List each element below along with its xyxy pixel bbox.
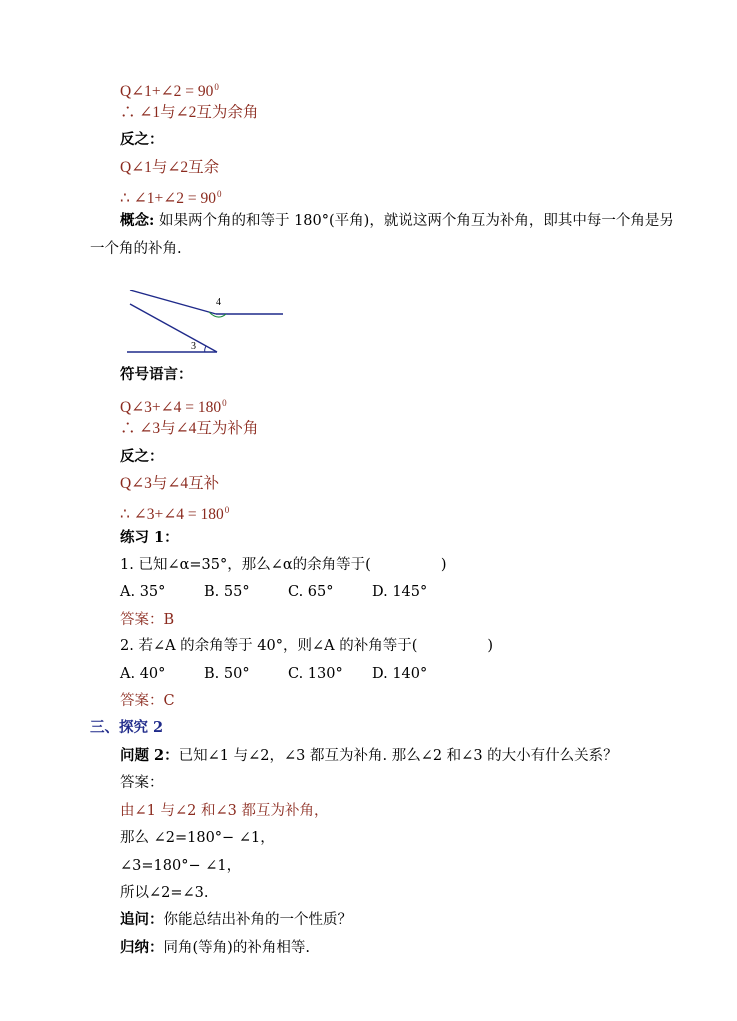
concept-line xyxy=(120,212,674,230)
concept-label: 概念: xyxy=(120,212,155,229)
converse-label-2: 反之： xyxy=(120,448,164,465)
angle-3-arc xyxy=(205,346,206,352)
angle-3-label: 3 xyxy=(191,341,196,352)
complement-conclusion: ∴ ∠1与∠2互为余角 xyxy=(120,104,259,121)
supplementary-angles-diagram xyxy=(120,290,290,360)
summary xyxy=(120,939,310,957)
question-1 xyxy=(120,556,447,574)
question-label: 问题 2： xyxy=(120,747,179,764)
followup-text: 你能总结出补角的一个性质？ xyxy=(163,912,352,928)
option-b: B. 50° xyxy=(204,666,250,682)
section-heading: 三、探究 2 xyxy=(90,719,164,736)
converse-conclusion-2 xyxy=(120,501,229,524)
option-c: C. 65° xyxy=(288,584,334,600)
supplement-conclusion: ∴ ∠3与∠4互为补角 xyxy=(120,420,259,437)
degree-sup: 0 xyxy=(224,505,230,515)
angle-4-label: 4 xyxy=(216,297,221,308)
degree-sup: 0 xyxy=(214,82,219,92)
option-c: C. 130° xyxy=(288,666,343,682)
option-a: A. 40° xyxy=(120,666,166,682)
answer-1: 答案：B xyxy=(120,612,175,628)
answer-2: 答案：C xyxy=(120,693,175,709)
converse-conclusion-text: ∴ ∠1+∠2 = 90 xyxy=(120,190,216,207)
concept-line-2: 一个角的补角. xyxy=(90,241,182,257)
question-2-explore xyxy=(120,747,618,765)
supplement-premise-text: Q∠3+∠4 = 180 xyxy=(120,399,222,416)
practice-title: 练习 1： xyxy=(120,529,179,546)
solution-step-4: 所以∠2=∠3. xyxy=(120,885,209,901)
supplement-premise xyxy=(120,394,227,417)
degree-sup: 0 xyxy=(216,189,222,199)
answer-label: 答案： xyxy=(120,775,164,791)
concept-text: 如果两个角的和等于 180°(平角)，就说这两个角互为补角，即其中每一个角是另 xyxy=(154,213,674,229)
question-2 xyxy=(120,637,493,655)
complement-premise-text: Q∠1+∠2 = 90 xyxy=(120,83,214,100)
solution-step-3: ∠3=180°− ∠1， xyxy=(120,858,242,874)
question-text: 已知∠1 与∠2，∠3 都互为补角. 那么∠2 和∠3 的大小有什么关系？ xyxy=(178,748,618,764)
converse-label: 反之： xyxy=(120,131,164,148)
question-2-text: 2. 若∠A 的余角等于 40°，则∠A 的补角等于( xyxy=(120,638,418,654)
summary-text: 同角(等角)的补角相等. xyxy=(163,940,310,956)
converse-conclusion xyxy=(120,185,221,208)
followup-question xyxy=(120,911,352,929)
summary-label: 归纳： xyxy=(120,939,164,956)
question-2-options xyxy=(120,665,456,683)
symbol-language-label: 符号语言： xyxy=(120,366,193,383)
option-d: D. 140° xyxy=(372,666,428,682)
option-a: A. 35° xyxy=(120,584,166,600)
followup-label: 追问： xyxy=(120,911,164,928)
question-1-close: ) xyxy=(440,557,447,573)
solution-step-2: 那么 ∠2=180°− ∠1， xyxy=(120,830,275,846)
option-d: D. 145° xyxy=(372,584,428,600)
complement-premise xyxy=(120,78,219,101)
question-1-text: 1. 已知∠α=35°，那么∠α的余角等于( xyxy=(120,557,371,573)
converse-conclusion-2-text: ∴ ∠3+∠4 = 180 xyxy=(120,506,224,523)
question-2-close: ) xyxy=(487,638,494,654)
converse-premise-2: Q∠3与∠4互补 xyxy=(120,475,220,492)
question-1-options xyxy=(120,583,456,601)
option-b: B. 55° xyxy=(204,584,250,600)
degree-sup: 0 xyxy=(222,398,227,408)
solution-step-1: 由∠1 与∠2 和∠3 都互为补角， xyxy=(120,803,329,819)
converse-premise: Q∠1与∠2互余 xyxy=(120,159,220,176)
